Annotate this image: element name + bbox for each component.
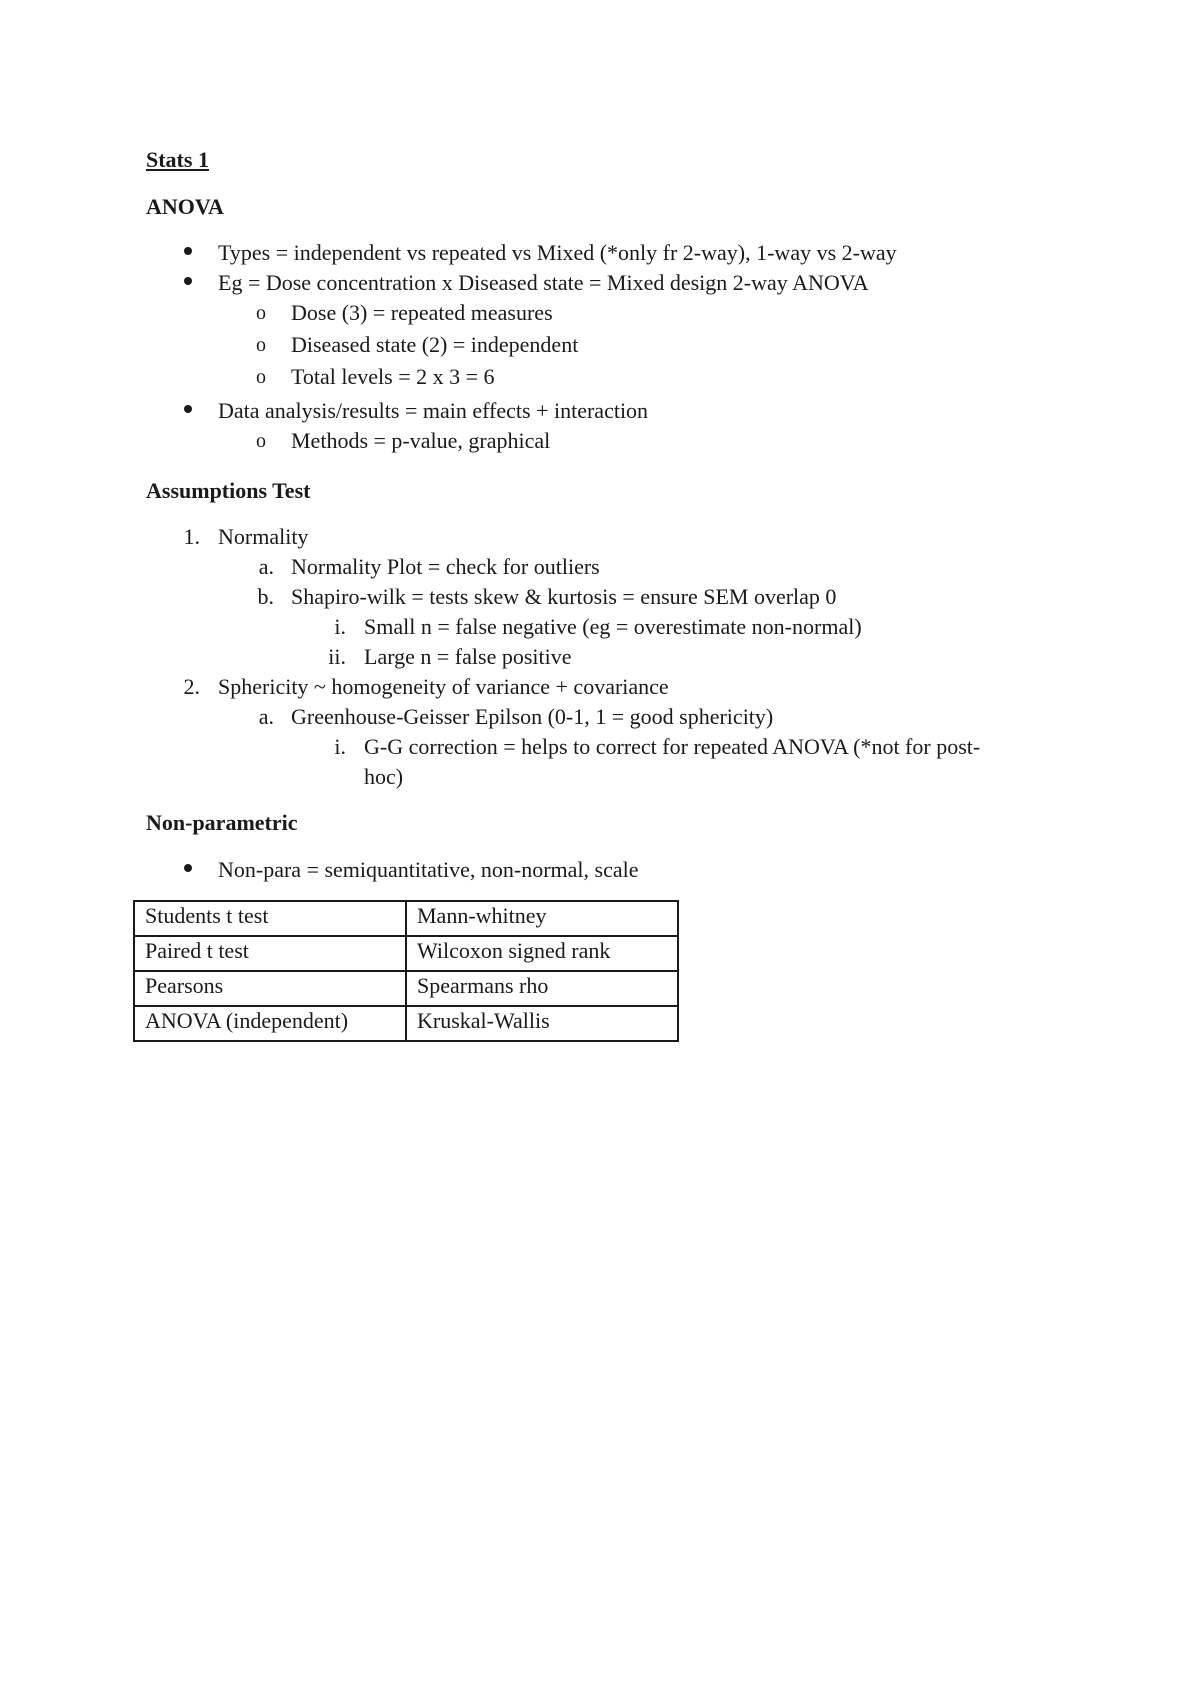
list-item: Total levels = 2 x 3 = 6 <box>291 364 495 389</box>
list-letter: a. <box>258 704 274 729</box>
list-item-continuation: hoc) <box>364 764 404 789</box>
list-item: Non-para = semiquantitative, non-normal, scale <box>218 857 639 882</box>
table-row <box>134 1006 678 1041</box>
list-number: 1. <box>183 524 200 549</box>
bullet-icon <box>184 277 192 285</box>
list-item: Shapiro-wilk = tests skew & kurtosis = ensure SEM overlap 0 <box>291 584 837 609</box>
list-item: Sphericity ~ homogeneity of variance + covariance <box>218 674 669 699</box>
list-item: Greenhouse-Geisser Epilson (0-1, 1 = good sphericity) <box>291 704 774 729</box>
section-heading-assumptions: Assumptions Test <box>146 478 311 503</box>
table-row <box>134 901 678 936</box>
section-heading-nonparametric: Non-parametric <box>146 810 298 835</box>
table-cell: Wilcoxon signed rank <box>406 936 678 971</box>
list-item: Diseased state (2) = independent <box>291 332 579 357</box>
list-item: Large n = false positive <box>364 644 572 669</box>
list-roman: i. <box>334 614 346 639</box>
list-item: Normality Plot = check for outliers <box>291 554 600 579</box>
circle-bullet-icon: o <box>256 366 266 388</box>
table-cell: ANOVA (independent) <box>134 1006 406 1041</box>
table-cell: Students t test <box>134 901 406 936</box>
bullet-icon <box>184 864 192 872</box>
table-cell: Paired t test <box>134 936 406 971</box>
table-cell: Kruskal-Wallis <box>406 1006 678 1041</box>
table-cell: Pearsons <box>134 971 406 1006</box>
list-number: 2. <box>183 674 200 699</box>
table-row <box>134 936 678 971</box>
list-roman: i. <box>334 734 346 759</box>
list-item: Small n = false negative (eg = overestimate non-normal) <box>364 614 862 639</box>
circle-bullet-icon: o <box>256 334 266 356</box>
list-item: Types = independent vs repeated vs Mixed (*only fr 2-way), 1-way vs 2-way <box>218 240 897 265</box>
list-item: Dose (3) = repeated measures <box>291 300 553 325</box>
bullet-icon <box>184 247 192 255</box>
circle-bullet-icon: o <box>256 430 266 452</box>
table-row <box>134 971 678 1006</box>
circle-bullet-icon: o <box>256 302 266 324</box>
list-item: Normality <box>218 524 309 549</box>
list-letter: b. <box>257 584 274 609</box>
list-item: G-G correction = helps to correct for repeated ANOVA (*not for post- <box>364 734 981 759</box>
section-heading-anova: ANOVA <box>146 194 224 219</box>
list-letter: a. <box>258 554 274 579</box>
list-item: Eg = Dose concentration x Diseased state = Mixed design 2-way ANOVA <box>218 270 869 295</box>
list-item: Methods = p-value, graphical <box>291 428 551 453</box>
table-cell: Spearmans rho <box>406 971 678 1006</box>
list-roman: ii. <box>328 644 346 669</box>
table-cell: Mann-whitney <box>406 901 678 936</box>
list-item: Data analysis/results = main effects + interaction <box>218 398 649 423</box>
test-comparison-table <box>133 900 679 1042</box>
document-title: Stats 1 <box>146 147 209 172</box>
bullet-icon <box>184 405 192 413</box>
